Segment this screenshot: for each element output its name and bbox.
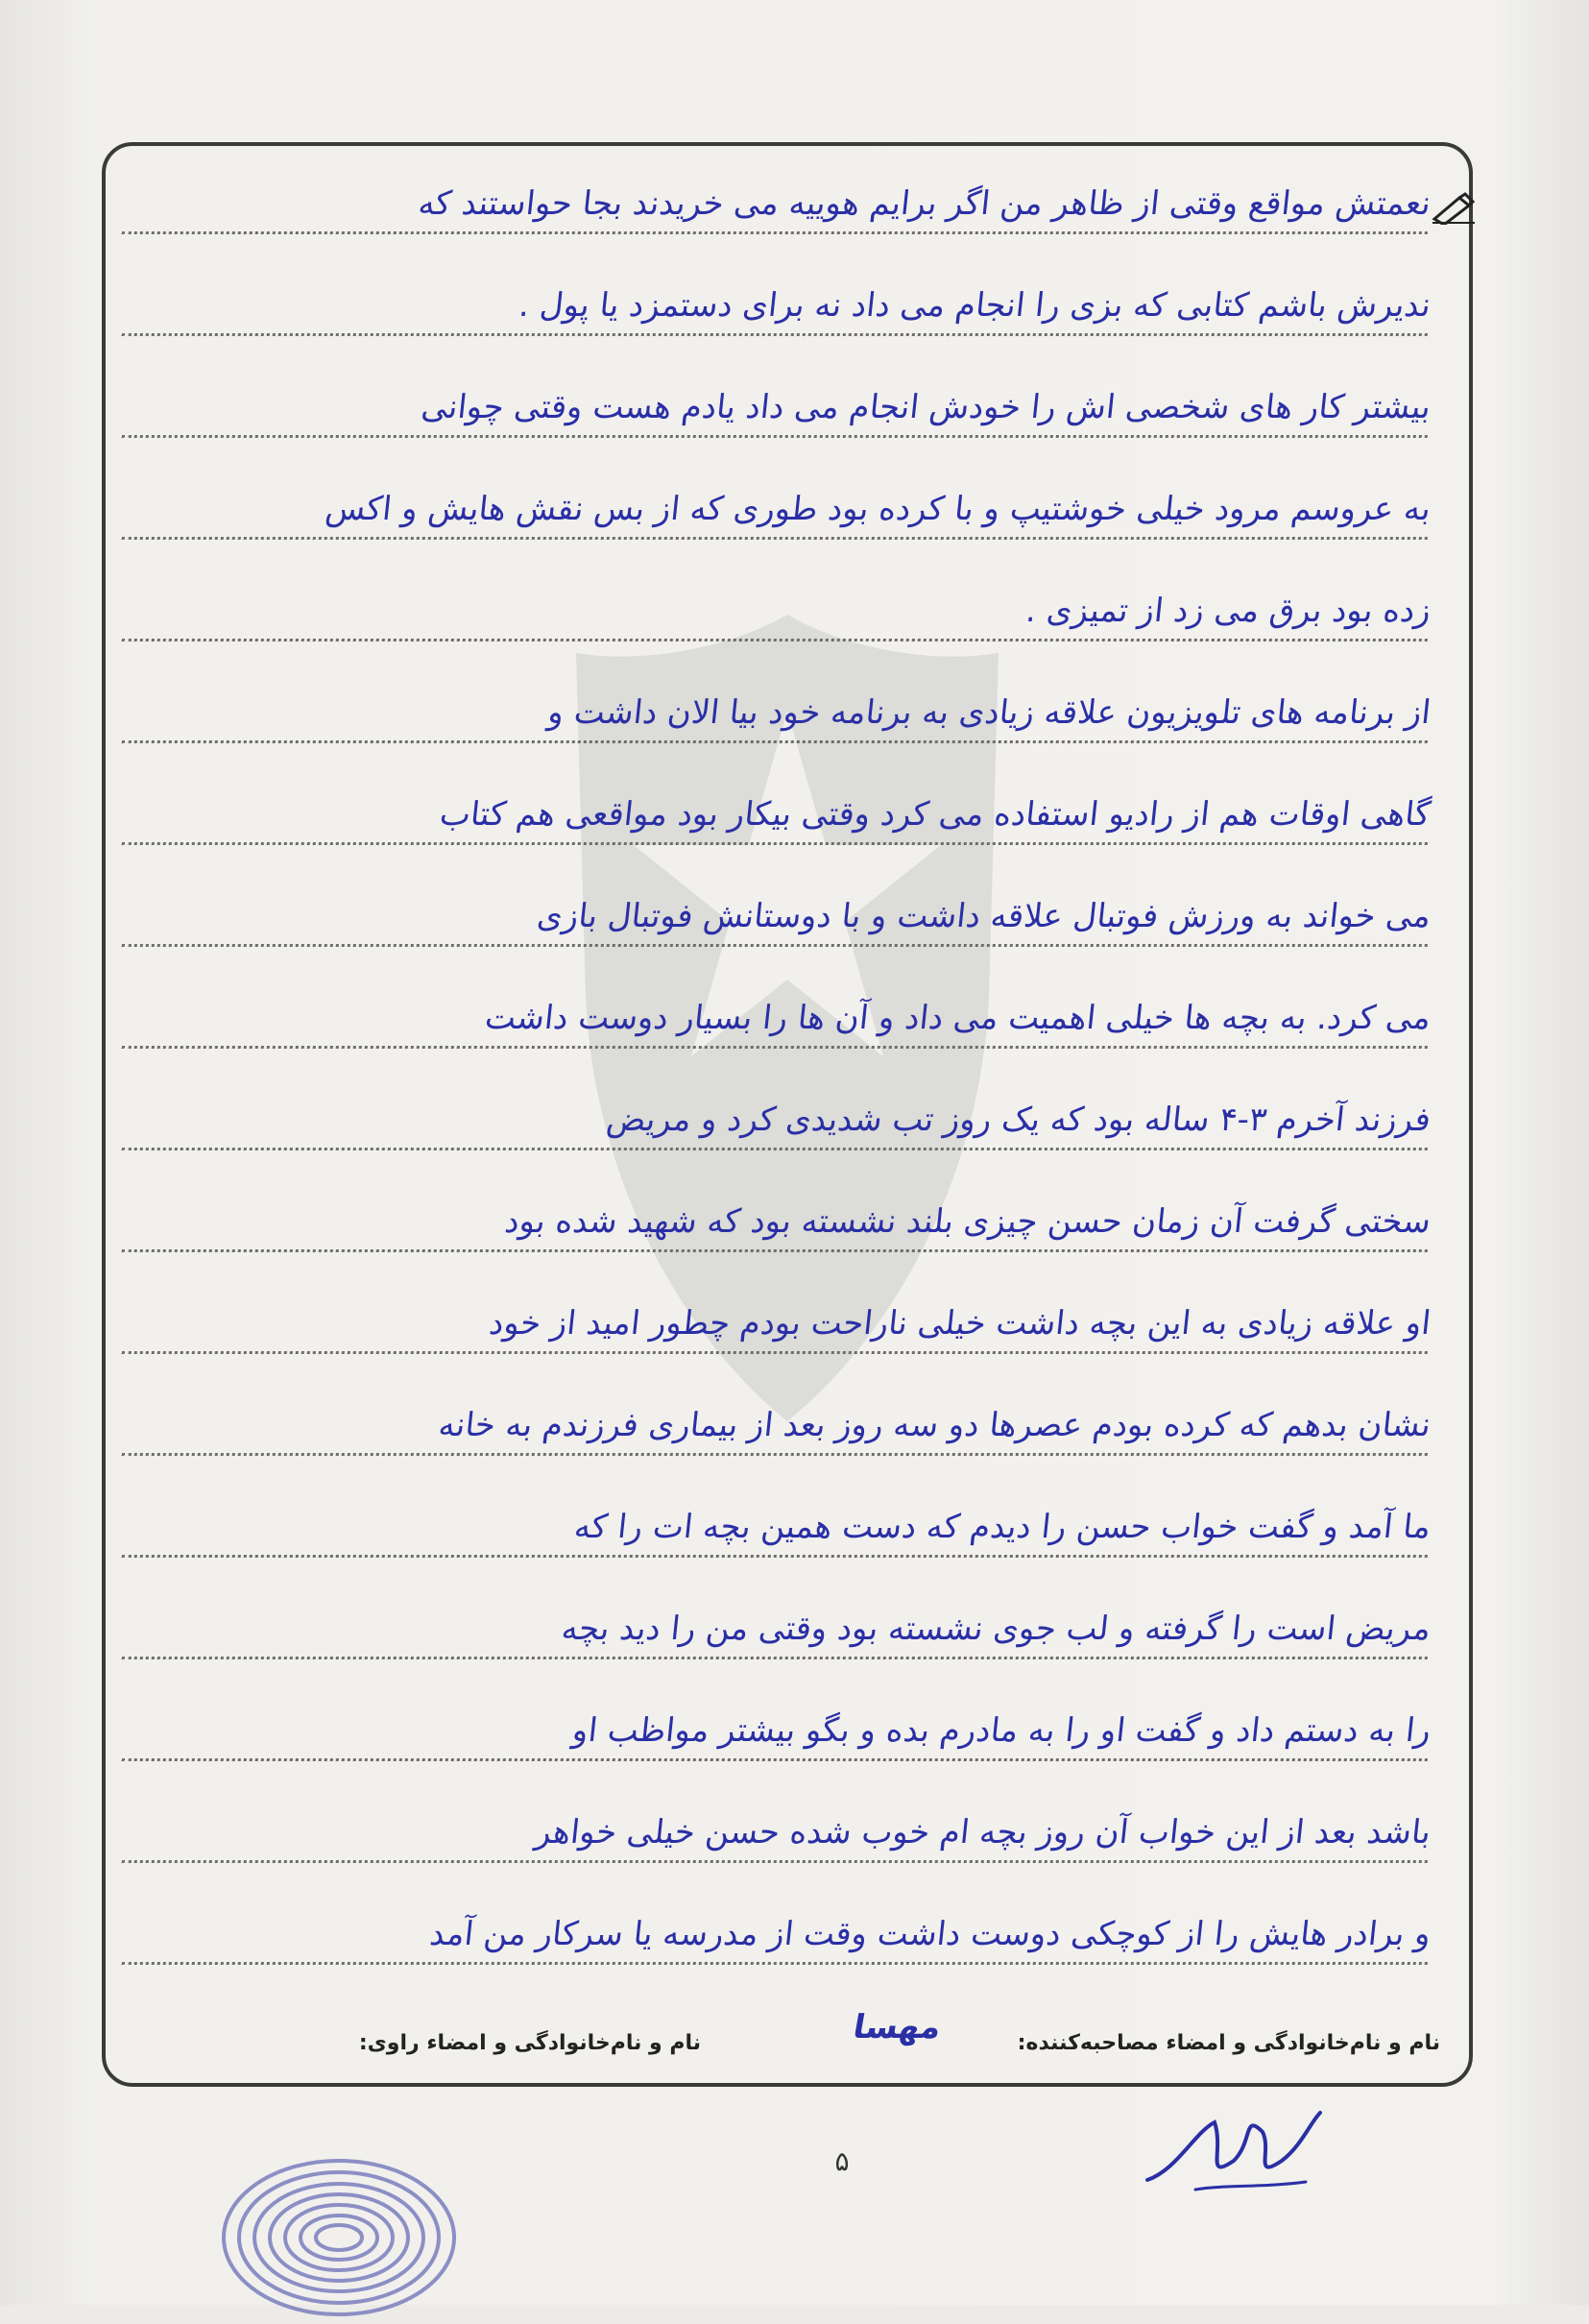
text-line-12: او علاقه زیادی به این بچه داشت خیلی ناراحت بودم چطور امید از خود [122, 1293, 1434, 1354]
text-line-9: می کرد. به بچه ها خیلی اهمیت می داد و آن ها را بسیار دوست داشت [122, 987, 1434, 1049]
text-line-14: ما آمد و گفت خواب حسن را دیدم که دست همین بچه ات را که [122, 1496, 1434, 1558]
signature-row [125, 2008, 1440, 2066]
text-line-7: گاهی اوقات هم از رادیو استفاده می کرد وقتی بیکار بود مواقعی هم کتاب [122, 784, 1434, 845]
text-line-8: می خواند به ورزش فوتبال علاقه داشت و با دوستانش فوتبال بازی [122, 885, 1434, 947]
interviewer-signature: مهسا [850, 2008, 945, 2046]
interviewer-label: نام و نام‌خانوادگی و امضاء مصاحبه‌کننده: [1017, 2031, 1440, 2055]
text-line-6: از برنامه های تلویزیون علاقه زیادی به برنامه خود بیا الان داشت و [122, 682, 1434, 743]
text-line-3: بیشتر کار های شخصی اش را خودش انجام می داد یادم هست وقتی چوانی [122, 376, 1434, 438]
text-line-1: نعمتش مواقع وقتی از ظاهر من اگر برایم هوییه می خریدند بجا حواستند که [122, 173, 1434, 234]
narrator-label: نام و نام‌خانوادگی و امضاء راوی: [358, 2031, 701, 2055]
text-line-2: ندیرش باشم کتابی که بزی را انجام می داد نه برای دستمزد یا پول . [122, 275, 1434, 336]
text-line-18: و برادر هایش را از کوچکی دوست داشت وقت از مدرسه یا سرکار من آمد [122, 1903, 1434, 1965]
text-line-15: مریض است را گرفته و لب جوی نشسته بود وقتی من را دید بچه [122, 1598, 1434, 1659]
text-line-11: سختی گرفت آن زمان حسن چیزی بلند نشسته بود که شهید شده بود [122, 1191, 1434, 1252]
text-line-17: باشد بعد از این خواب آن روز بچه ام خوب شده حسن خیلی خواهر [122, 1802, 1434, 1863]
text-line-4: به عروسم مرود خیلی خوشتیپ و با کرده بود طوری که از بس نقش هایش و اکس [122, 478, 1434, 540]
text-line-16: را به دستم داد و گفت او را به مادرم بده و بگو بیشتر مواظب او [122, 1700, 1434, 1761]
text-line-13: نشان بدهم که کرده بودم عصرها دو سه روز بعد از بیماری فرزندم به خانه [122, 1394, 1434, 1456]
text-line-5: زده بود برق می زد از تمیزی . [122, 580, 1434, 642]
text-line-10: فرزند آخرم ۳-۴ ساله بود که یک روز تب شدیدی کرد و مریض [122, 1089, 1434, 1150]
pen-writing-icon [1431, 192, 1477, 225]
fingerprint-mark [209, 2142, 469, 2324]
page-number: ۵ [834, 2145, 850, 2177]
signature-mark [1138, 2094, 1330, 2209]
